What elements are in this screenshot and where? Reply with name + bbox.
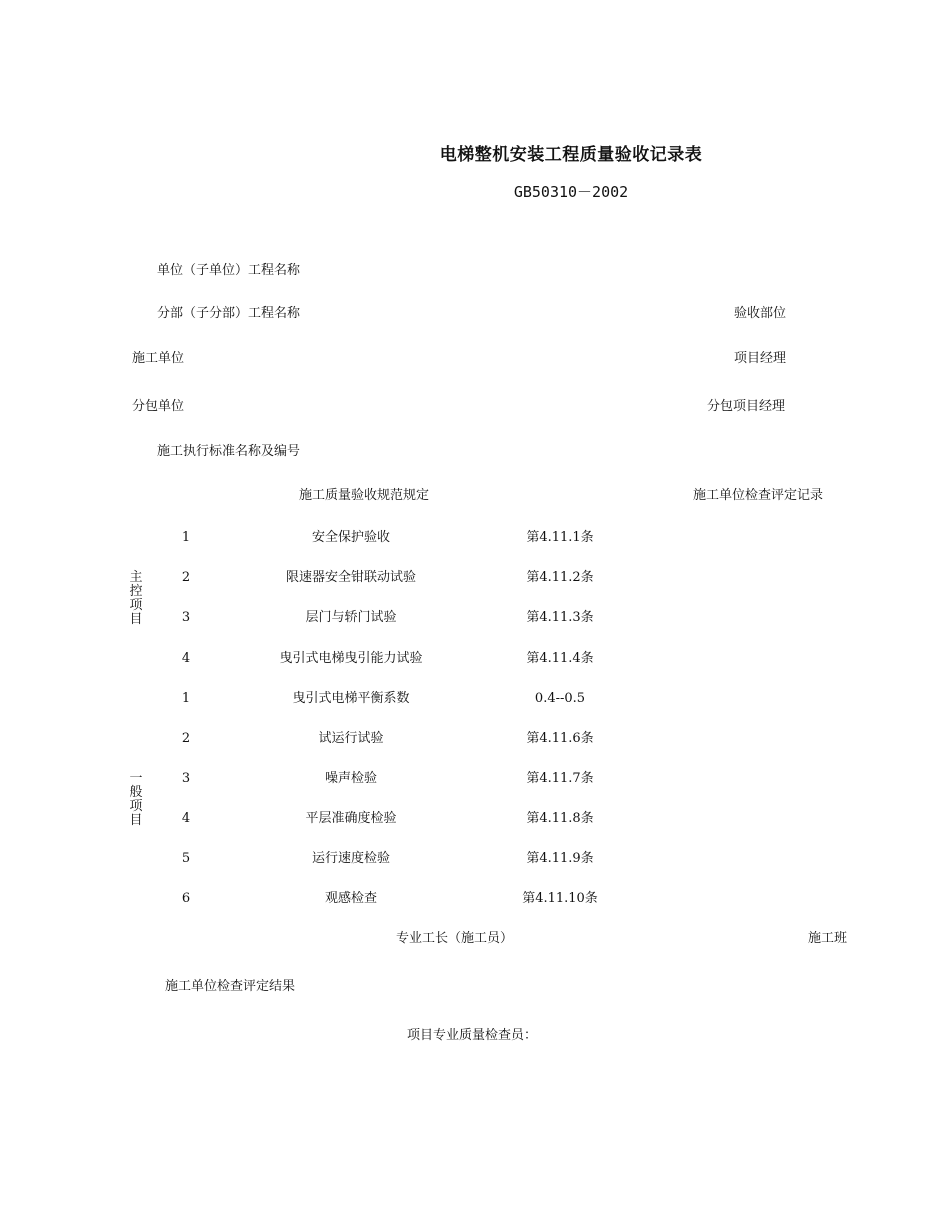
construction-unit-label: 施工单位 [132, 351, 185, 366]
general-item-no: 3 [181, 771, 191, 786]
general-item-clause: 第4.11.6条 [526, 731, 594, 746]
general-item-clause: 0.4--0.5 [534, 691, 586, 706]
subcontract-unit-label: 分包单位 [132, 399, 185, 414]
main-item-no: 4 [181, 651, 191, 666]
general-item-name: 平层准确度检验 [305, 811, 397, 826]
page-title: 电梯整机安装工程质量验收记录表 [439, 145, 703, 165]
main-item-name: 安全保护验收 [311, 530, 391, 545]
main-item-no: 2 [181, 570, 191, 585]
foreman-label: 专业工长（施工员） [396, 931, 514, 946]
general-item-name: 噪声检验 [324, 771, 378, 786]
general-item-no: 6 [181, 891, 191, 906]
sub-project-name-label: 分部（子分部）工程名称 [157, 306, 301, 321]
standard-code: GB50310－2002 [513, 183, 629, 201]
general-item-name: 运行速度检验 [311, 851, 391, 866]
inspector-label: 项目专业质量检查员： [407, 1028, 538, 1043]
record-header: 施工单位检查评定记录 [693, 488, 824, 503]
general-item-clause: 第4.11.7条 [526, 771, 594, 786]
general-item-clause: 第4.11.9条 [526, 851, 594, 866]
general-item-name: 试运行试验 [318, 731, 384, 746]
general-item-no: 1 [181, 691, 191, 706]
main-item-clause: 第4.11.4条 [526, 651, 594, 666]
main-item-name: 层门与轿门试验 [305, 610, 397, 625]
subcontract-manager-label: 分包项目经理 [707, 399, 786, 414]
acceptance-part-label: 验收部位 [734, 306, 787, 321]
main-item-clause: 第4.11.1条 [526, 530, 594, 545]
general-item-clause: 第4.11.8条 [526, 811, 594, 826]
main-items-label: 主控项目 [129, 570, 143, 627]
spec-header: 施工质量验收规范规定 [299, 488, 430, 503]
general-item-no: 2 [181, 731, 191, 746]
main-item-no: 1 [181, 530, 191, 545]
general-item-name: 曳引式电梯平衡系数 [292, 691, 410, 706]
main-item-name: 限速器安全钳联动试验 [285, 570, 417, 585]
general-item-name: 观感检查 [324, 891, 378, 906]
truncated-label: 施工班 [808, 931, 848, 946]
general-item-no: 5 [181, 851, 191, 866]
general-items-label: 一般项目 [129, 771, 143, 828]
general-item-no: 4 [181, 811, 191, 826]
main-item-no: 3 [181, 610, 191, 625]
result-label: 施工单位检查评定结果 [165, 979, 296, 994]
project-manager-label: 项目经理 [734, 351, 787, 366]
main-item-name: 曳引式电梯曳引能力试验 [279, 651, 423, 666]
main-item-clause: 第4.11.2条 [526, 570, 594, 585]
general-item-clause: 第4.11.10条 [522, 891, 598, 906]
main-item-clause: 第4.11.3条 [526, 610, 594, 625]
unit-project-name-label: 单位（子单位）工程名称 [157, 263, 301, 278]
standard-name-label: 施工执行标准名称及编号 [157, 444, 301, 459]
